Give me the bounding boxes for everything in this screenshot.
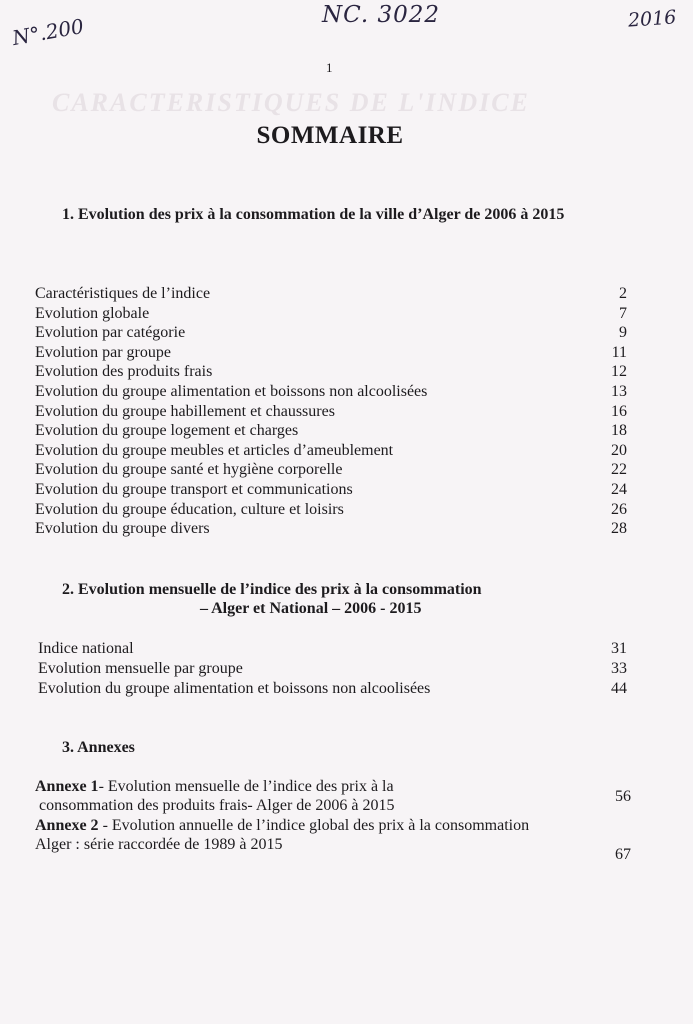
- toc-entry: [0, 660, 693, 680]
- toc-entry-page: 18: [611, 422, 627, 440]
- toc-entry-label: Evolution du groupe éducation, culture et loisirs: [35, 500, 344, 518]
- toc-entry-label: Evolution du groupe divers: [35, 520, 210, 538]
- toc-entry-label: Evolution des produits frais: [35, 363, 213, 381]
- toc-entry-page: 33: [611, 660, 627, 678]
- toc-entry: [0, 640, 693, 660]
- annex-2-line2: Alger : série raccordée de 1989 à 2015: [35, 836, 283, 853]
- annex-2-line1: [35, 817, 529, 835]
- toc-entry-label: Evolution mensuelle par groupe: [38, 660, 243, 678]
- toc-entry: [0, 324, 693, 344]
- toc-entry-page: 24: [611, 481, 627, 498]
- toc-entry: [0, 285, 693, 305]
- toc-entry-label: Evolution du groupe meubles et articles d’ameublement: [35, 441, 394, 459]
- toc-entry: [0, 305, 693, 325]
- toc-entry: [0, 520, 693, 540]
- bleed-through-text: CARACTERISTIQUES DE L'INDICE: [52, 88, 530, 117]
- toc-entry-label: Evolution du groupe alimentation et boissons non alcoolisées: [35, 383, 428, 400]
- toc-entry-page: 16: [611, 402, 627, 420]
- toc-entry-label: Evolution du groupe habillement et chaussures: [35, 402, 335, 420]
- toc-entry: [0, 344, 693, 364]
- toc-entry-label: Evolution du groupe logement et charges: [35, 422, 299, 440]
- annex-2-page: 67: [615, 846, 631, 863]
- handwritten-number: N°.200: [10, 13, 86, 51]
- annex-1-line2: consommation des produits frais- Alger de 2006 à 2015: [39, 797, 395, 814]
- toc-entry-page: 9: [619, 324, 627, 342]
- annex-1-label: Annexe 1: [35, 778, 99, 795]
- toc-entry: [0, 501, 693, 521]
- annex-1-line1: [35, 778, 394, 796]
- toc-entry: [0, 422, 693, 442]
- toc-entry: [0, 403, 693, 423]
- toc-entry-label: Caractéristiques de l’indice: [35, 285, 211, 302]
- toc-entry-page: 26: [611, 500, 627, 518]
- page-title: SOMMAIRE: [256, 122, 404, 149]
- toc-entry: [0, 461, 693, 481]
- annex-1-text: - Evolution mensuelle de l’indice des prix à la: [98, 778, 394, 795]
- toc-entry-label: Evolution du groupe alimentation et boissons non alcoolisées: [38, 680, 431, 698]
- toc-entry-page: 31: [611, 640, 627, 657]
- toc-entry-label: Evolution du groupe santé et hygiène corporelle: [35, 461, 343, 479]
- toc-entry-page: 28: [611, 520, 627, 538]
- annex-2-label: Annexe 2: [35, 817, 99, 834]
- toc-entry-label: Evolution par groupe: [35, 343, 171, 361]
- toc-entry: [0, 680, 693, 700]
- section-2-subheading: – Alger et National – 2006 - 2015: [200, 600, 422, 617]
- toc-entry-label: Evolution globale: [35, 304, 150, 322]
- annex-2-text: - Evolution annuelle de l’indice global des prix à la consommation: [98, 817, 530, 834]
- handwritten-reference: NC. 3022: [322, 2, 441, 28]
- toc-entry: [0, 363, 693, 383]
- section-3-heading: 3. Annexes: [62, 739, 135, 756]
- toc-entry-page: 13: [611, 383, 627, 400]
- toc-entry-page: 44: [611, 680, 627, 698]
- toc-entry: [0, 481, 693, 501]
- toc-entry-label: Evolution du groupe transport et communications: [35, 481, 353, 498]
- annex-1-page: 56: [615, 788, 631, 805]
- toc-entry-page: 20: [611, 441, 627, 459]
- handwritten-year: 2016: [627, 6, 678, 32]
- toc-entry-page: 2: [619, 285, 627, 302]
- toc-entry: [0, 383, 693, 403]
- section-1-heading: 1. Evolution des prix à la consommation de la ville d’Alger de 2006 à 2015: [62, 206, 565, 223]
- toc-entry-page: 7: [619, 304, 627, 322]
- toc-entry-label: Indice national: [38, 640, 134, 657]
- page-number: 1: [326, 60, 333, 75]
- section-2-heading: 2. Evolution mensuelle de l’indice des prix à la consommation: [62, 581, 482, 598]
- toc-entry: [0, 442, 693, 462]
- toc-entry-page: 11: [611, 343, 627, 361]
- toc-entry-page: 22: [611, 461, 627, 479]
- toc-entry-label: Evolution par catégorie: [35, 324, 186, 342]
- toc-entry-page: 12: [611, 363, 627, 381]
